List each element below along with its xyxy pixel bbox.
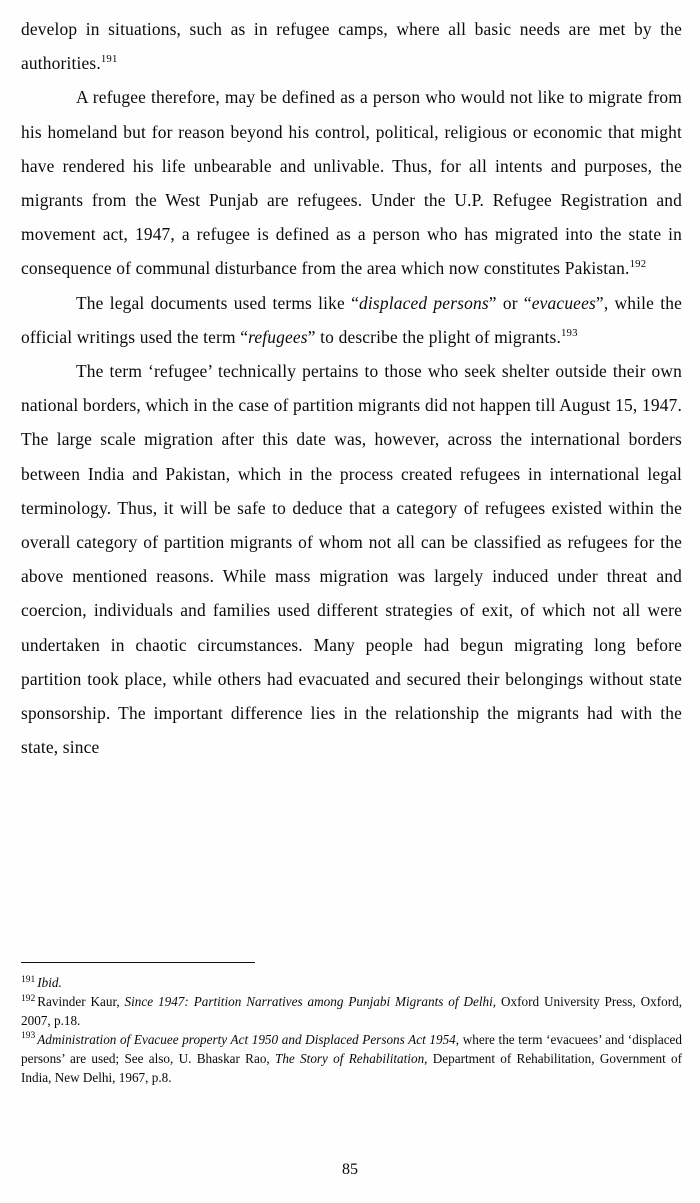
para-refugee-camps: develop in situations, such as in refugee camps, where all basic needs are met by the authorities.$^{191}$ (21, 19, 682, 74)
page-number: 85 (342, 1161, 358, 1178)
italic-text: Since 1947: Partition Narratives among Punjabi Migrants of Delhi (124, 993, 493, 1009)
footnote-192: $^{192}$ Ravinder Kaur, Since 1947: Partition Narratives among Punjabi Migrants of Delhi, Oxford University Press, Oxford, 2007, p.18. (21, 993, 682, 1028)
italic-text: The Story of Rehabilitation (275, 1050, 425, 1066)
footnote-191 (21, 974, 682, 993)
footnote-separator-rule (21, 962, 255, 963)
footnote-list (21, 974, 682, 1087)
para-term-refugee: The term ‘refugee’ technically pertains to those who seek shelter outside their own national borders, which in the case of partition migrants did not happen till August 15, 1947. The large scale migration after this date was, however, across the international borders between India and Pakistan, which in the process created refugees in international legal terminology. Thus, it will be safe to deduce that a category of refugees existed within the overall category of partition migrants of whom not all can be classified as refugees for the above mentioned reasons. While mass migration was largely induced under threat and coercion, individuals and families used different strategies of exit, of which not all were undertaken in chaotic circumstances. Many people had begun migrating long before partition took place, while others had evacuated and secured their belongings without state sponsorship. The important difference lies in the relationship the migrants had with the state, since (21, 361, 682, 758)
footnote-number: 191 (21, 974, 36, 985)
footnote-reference-marker[interactable]: 191 (100, 53, 118, 66)
italic-text: displaced persons (359, 292, 489, 313)
italic-text: refugees (248, 326, 308, 347)
footnote-reference-marker[interactable]: 193 (561, 327, 578, 340)
para-legal-documents: The legal documents used terms like “displaced persons” or “evacuees”, while the official writings used the term “refugees” to describe the plight of migrants.$^{193}$ (21, 292, 682, 347)
para-refugee-definition: A refugee therefore, may be defined as a person who would not like to migrate from his homeland but for reason beyond his control, political, religious or economic that might have rendered his life unbearable and unlivable. Thus, for all intents and purposes, the migrants from the West Punjab are refugees. Under the U.P. Refugee Registration and movement act, 1947, a refugee is defined as a person who has migrated into the state in consequence of communal disturbance from the area which now constitutes Pakistan.$^{192}$ (21, 87, 682, 279)
body-text-area (21, 12, 682, 764)
italic-text: Administration of Evacuee property Act 1950 and Displaced Persons Act 1954 (37, 1031, 456, 1047)
footnote-number: 192 (21, 993, 36, 1004)
italic-text: Ibid. (37, 975, 62, 990)
footnote-number: 193 (21, 1031, 36, 1042)
italic-text: evacuees (531, 292, 596, 313)
footnote-area (21, 962, 682, 1087)
footnote-reference-marker[interactable]: 192 (629, 258, 647, 271)
footnote-193: $^{193}$ Administration of Evacuee property Act 1950 and Displaced Persons Act 1954, where the term ‘evacuees’ and ‘displaced persons’ are used; See also, U. Bhaskar Rao, The Story of Rehabilitation, Department of Rehabilitation, Government of India, New Delhi, 1967, p.8. (21, 1031, 682, 1085)
